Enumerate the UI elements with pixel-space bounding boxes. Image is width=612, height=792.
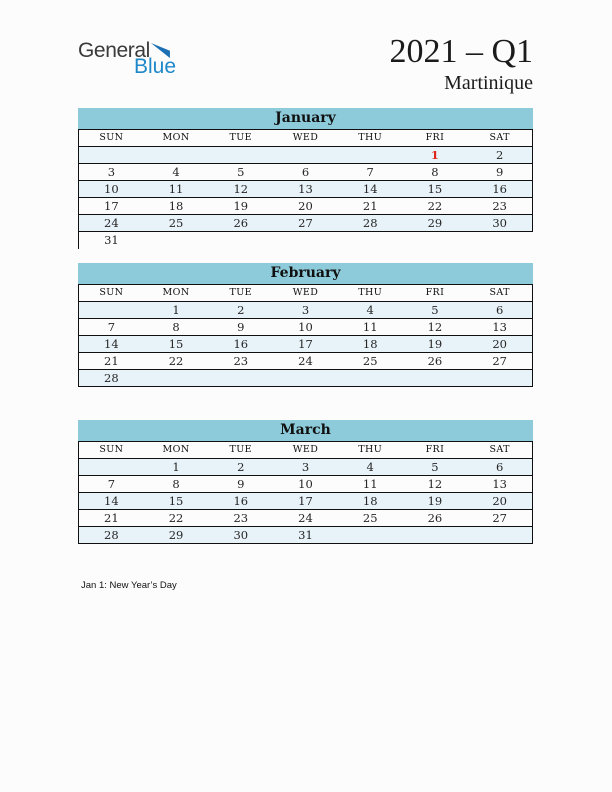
day-cell: 29	[168, 528, 184, 542]
day-cell	[338, 527, 403, 543]
day-cell: 17	[298, 494, 313, 508]
day-cell: 5	[237, 165, 245, 179]
day-cell: 19	[427, 337, 443, 351]
day-cell: 25	[362, 511, 378, 525]
day-cell: 2	[237, 460, 245, 474]
day-cell: 7	[107, 477, 116, 491]
day-cell	[468, 232, 533, 249]
day-cell: 16	[492, 182, 507, 196]
day-cell: 9	[237, 320, 245, 334]
day-cell	[403, 232, 468, 249]
day-cell: 12	[427, 320, 443, 334]
logo-text-general: General	[78, 39, 150, 62]
day-cell	[79, 147, 144, 163]
week-row	[78, 319, 533, 336]
day-cell	[338, 147, 403, 163]
day-cell: 12	[427, 477, 443, 491]
week-row	[78, 527, 533, 544]
day-cell: 7	[107, 320, 116, 334]
weekday-label: TUE	[229, 132, 253, 143]
day-cell: 5	[431, 460, 439, 474]
day-cell: 27	[492, 511, 507, 525]
weekday-label: SUN	[99, 287, 124, 298]
day-cell	[274, 232, 339, 249]
day-cell	[338, 370, 403, 386]
day-cell: 4	[366, 460, 374, 474]
weekday-label: SUN	[99, 132, 124, 143]
day-cell: 16	[233, 494, 249, 508]
day-cell: 6	[495, 303, 504, 317]
day-cell: 28	[104, 528, 119, 542]
day-cell: 29	[427, 216, 443, 230]
month-title: February	[78, 263, 533, 285]
week-row	[78, 370, 533, 387]
month-march	[78, 420, 533, 544]
day-cell: 11	[362, 320, 378, 334]
page-subtitle: Martinique	[444, 72, 533, 94]
title-block	[389, 34, 533, 94]
day-cell: 8	[431, 165, 439, 179]
day-cell: 27	[298, 216, 313, 230]
week-row	[78, 510, 533, 527]
day-cell	[79, 302, 144, 318]
day-cell: 18	[362, 494, 378, 508]
logo-text-blue: Blue	[134, 55, 177, 78]
day-cell	[273, 370, 338, 386]
day-cell: 14	[104, 337, 119, 351]
day-cell	[79, 459, 144, 475]
week-row	[78, 493, 533, 510]
week-row	[78, 459, 533, 476]
day-cell	[467, 370, 532, 386]
day-cell	[209, 232, 274, 249]
day-cell: 4	[366, 303, 374, 317]
weekday-label: MON	[162, 132, 190, 143]
page-title: 2021 – Q1	[389, 33, 533, 70]
day-cell: 23	[233, 354, 249, 368]
day-cell: 19	[233, 199, 249, 213]
day-cell: 23	[492, 199, 507, 213]
day-cell: 22	[168, 354, 184, 368]
weekday-label: MON	[162, 444, 190, 455]
week-row	[78, 215, 533, 232]
day-cell: 19	[427, 494, 443, 508]
day-cell: 24	[298, 511, 313, 525]
day-cell: 2	[237, 303, 245, 317]
weekday-label: SAT	[489, 444, 510, 455]
day-cell: 21	[362, 199, 378, 213]
day-cell: 5	[431, 303, 439, 317]
day-cell: 9	[495, 165, 504, 179]
week-row	[78, 476, 533, 493]
day-cell: 20	[492, 494, 507, 508]
day-cell: 30	[492, 216, 507, 230]
day-cell: 27	[492, 354, 507, 368]
weekday-header-row	[78, 130, 533, 147]
day-cell: 9	[237, 477, 245, 491]
weekday-label: SAT	[489, 132, 510, 143]
weekday-header-row	[78, 442, 533, 459]
month-title: March	[78, 420, 533, 442]
day-cell: 28	[104, 371, 119, 385]
weekday-label: WED	[292, 132, 319, 143]
day-cell: 18	[362, 337, 378, 351]
day-cell: 25	[362, 354, 378, 368]
day-cell: 20	[298, 199, 313, 213]
day-cell: 7	[366, 165, 374, 179]
day-cell: 17	[104, 199, 119, 213]
weekday-label: MON	[162, 287, 190, 298]
day-cell: 15	[168, 337, 184, 351]
day-cell: 16	[233, 337, 249, 351]
day-cell	[208, 370, 273, 386]
day-cell: 3	[107, 165, 116, 179]
day-cell: 25	[168, 216, 184, 230]
day-cell: 26	[233, 216, 249, 230]
day-cell	[403, 527, 468, 543]
day-cell: 14	[362, 182, 378, 196]
day-cell	[144, 147, 209, 163]
day-cell	[403, 370, 468, 386]
day-cell: 28	[362, 216, 378, 230]
week-row	[78, 147, 533, 164]
day-cell: 31	[104, 233, 119, 247]
month-title: January	[78, 108, 533, 130]
weekday-header-row	[78, 285, 533, 302]
week-row	[78, 164, 533, 181]
weekday-label: THU	[358, 287, 383, 298]
day-cell: 11	[362, 477, 378, 491]
day-cell: 11	[168, 182, 184, 196]
day-cell: 15	[168, 494, 184, 508]
day-cell: 20	[492, 337, 507, 351]
day-cell: 26	[427, 511, 443, 525]
day-cell: 13	[492, 320, 507, 334]
day-cell: 3	[301, 460, 310, 474]
day-cell: 8	[172, 477, 180, 491]
weekday-label: FRI	[425, 444, 445, 455]
day-cell	[144, 232, 209, 249]
day-cell: 1	[172, 460, 180, 474]
day-cell: 6	[495, 460, 504, 474]
weekday-label: WED	[292, 287, 319, 298]
month-january	[78, 108, 533, 249]
day-cell: 22	[427, 199, 443, 213]
weekday-label: FRI	[425, 132, 445, 143]
week-row	[78, 232, 533, 249]
weekday-label: THU	[358, 132, 383, 143]
weekday-label: THU	[358, 444, 383, 455]
day-cell: 13	[298, 182, 313, 196]
day-cell: 10	[104, 182, 119, 196]
weekday-label: FRI	[425, 287, 445, 298]
holiday-note: Jan 1: New Year’s Day	[81, 580, 177, 591]
week-row	[78, 198, 533, 215]
weekday-label: SAT	[489, 287, 510, 298]
day-cell: 3	[301, 303, 310, 317]
weekday-label: SUN	[99, 444, 124, 455]
weekday-label: TUE	[229, 287, 253, 298]
holiday-day-cell: 1	[430, 148, 439, 162]
day-cell: 6	[301, 165, 310, 179]
logo	[78, 39, 177, 78]
day-cell: 15	[427, 182, 443, 196]
day-cell: 4	[172, 165, 180, 179]
day-cell: 17	[298, 337, 313, 351]
day-cell: 24	[104, 216, 119, 230]
week-row	[78, 302, 533, 319]
day-cell: 21	[104, 354, 119, 368]
day-cell	[338, 232, 403, 249]
day-cell: 18	[168, 199, 184, 213]
day-cell: 31	[298, 528, 313, 542]
day-cell: 24	[298, 354, 313, 368]
day-cell	[467, 527, 532, 543]
day-cell: 12	[233, 182, 249, 196]
day-cell	[208, 147, 273, 163]
day-cell	[273, 147, 338, 163]
day-cell: 8	[172, 320, 180, 334]
day-cell: 23	[233, 511, 249, 525]
week-row	[78, 353, 533, 370]
week-row	[78, 336, 533, 353]
day-cell: 2	[495, 148, 504, 162]
day-cell: 14	[104, 494, 119, 508]
weekday-label: WED	[292, 444, 319, 455]
day-cell: 13	[492, 477, 507, 491]
day-cell: 21	[104, 511, 119, 525]
weekday-label: TUE	[229, 444, 253, 455]
week-row	[78, 181, 533, 198]
day-cell: 30	[233, 528, 249, 542]
day-cell: 26	[427, 354, 443, 368]
day-cell: 22	[168, 511, 184, 525]
day-cell	[144, 370, 209, 386]
day-cell: 10	[298, 320, 313, 334]
month-february	[78, 263, 533, 387]
day-cell: 1	[172, 303, 180, 317]
day-cell: 10	[298, 477, 313, 491]
